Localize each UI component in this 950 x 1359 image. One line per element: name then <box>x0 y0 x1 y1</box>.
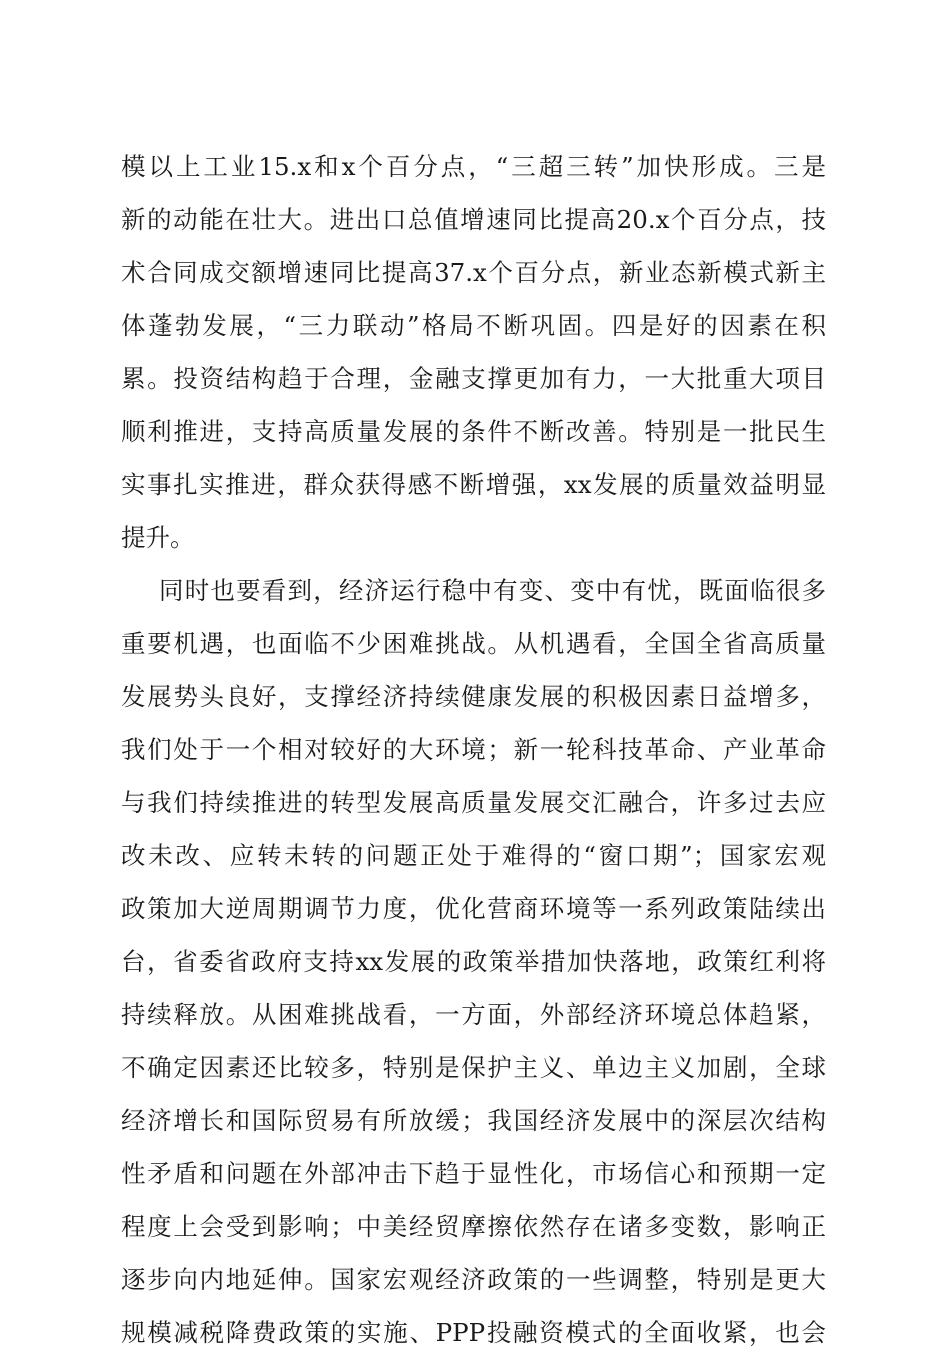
text-line: 累。投资结构趋于合理，金融支撑更加有力，一大批重大项目 <box>121 364 826 393</box>
text-line: 同时也要看到，经济运行稳中有变、变中有忧，既面临很多 <box>159 576 826 605</box>
text-line: 提升。 <box>121 523 195 552</box>
text-line: 术合同成交额增速同比提高37.x个百分点，新业态新模式新主 <box>121 258 826 287</box>
text-line: 模以上工业15.x和x个百分点，“三超三转”加快形成。三是 <box>121 152 826 181</box>
text-line: 发展势头良好，支撑经济持续健康发展的积极因素日益增多， <box>121 682 826 711</box>
text-line: 顺利推进，支持高质量发展的条件不断改善。特别是一批民生 <box>121 417 826 446</box>
text-line: 与我们持续推进的转型发展高质量发展交汇融合，许多过去应 <box>121 788 826 817</box>
paragraph-1 <box>121 140 826 564</box>
text-line: 程度上会受到影响；中美经贸摩擦依然存在诸多变数，影响正 <box>121 1212 826 1241</box>
text-line: 不确定因素还比较多，特别是保护主义、单边主义加剧，全球 <box>121 1053 826 1082</box>
text-line: 重要机遇，也面临不少困难挑战。从机遇看，全国全省高质量 <box>121 629 826 658</box>
paragraph-2 <box>121 564 826 1359</box>
text-line: 台，省委省政府支持xx发展的政策举措加快落地，政策红利将 <box>121 947 826 976</box>
text-line: 持续释放。从困难挑战看，一方面，外部经济环境总体趋紧， <box>121 1000 826 1029</box>
text-line: 政策加大逆周期调节力度，优化营商环境等一系列政策陆续出 <box>121 894 826 923</box>
body-text <box>121 140 826 1359</box>
text-line: 我们处于一个相对较好的大环境；新一轮科技革命、产业革命 <box>121 735 826 764</box>
text-line: 规模减税降费政策的实施、PPP投融资模式的全面收紧，也会 <box>121 1318 826 1347</box>
text-line: 性矛盾和问题在外部冲击下趋于显性化，市场信心和预期一定 <box>121 1159 826 1188</box>
text-line: 体蓬勃发展，“三力联动”格局不断巩固。四是好的因素在积 <box>121 311 826 340</box>
text-line: 改未改、应转未转的问题正处于难得的“窗口期”；国家宏观 <box>121 841 826 870</box>
text-line: 新的动能在壮大。进出口总值增速同比提高20.x个百分点，技 <box>121 205 826 234</box>
text-line: 逐步向内地延伸。国家宏观经济政策的一些调整，特别是更大 <box>121 1265 826 1294</box>
text-line: 实事扎实推进，群众获得感不断增强，xx发展的质量效益明显 <box>121 470 826 499</box>
text-line: 经济增长和国际贸易有所放缓；我国经济发展中的深层次结构 <box>121 1106 826 1135</box>
